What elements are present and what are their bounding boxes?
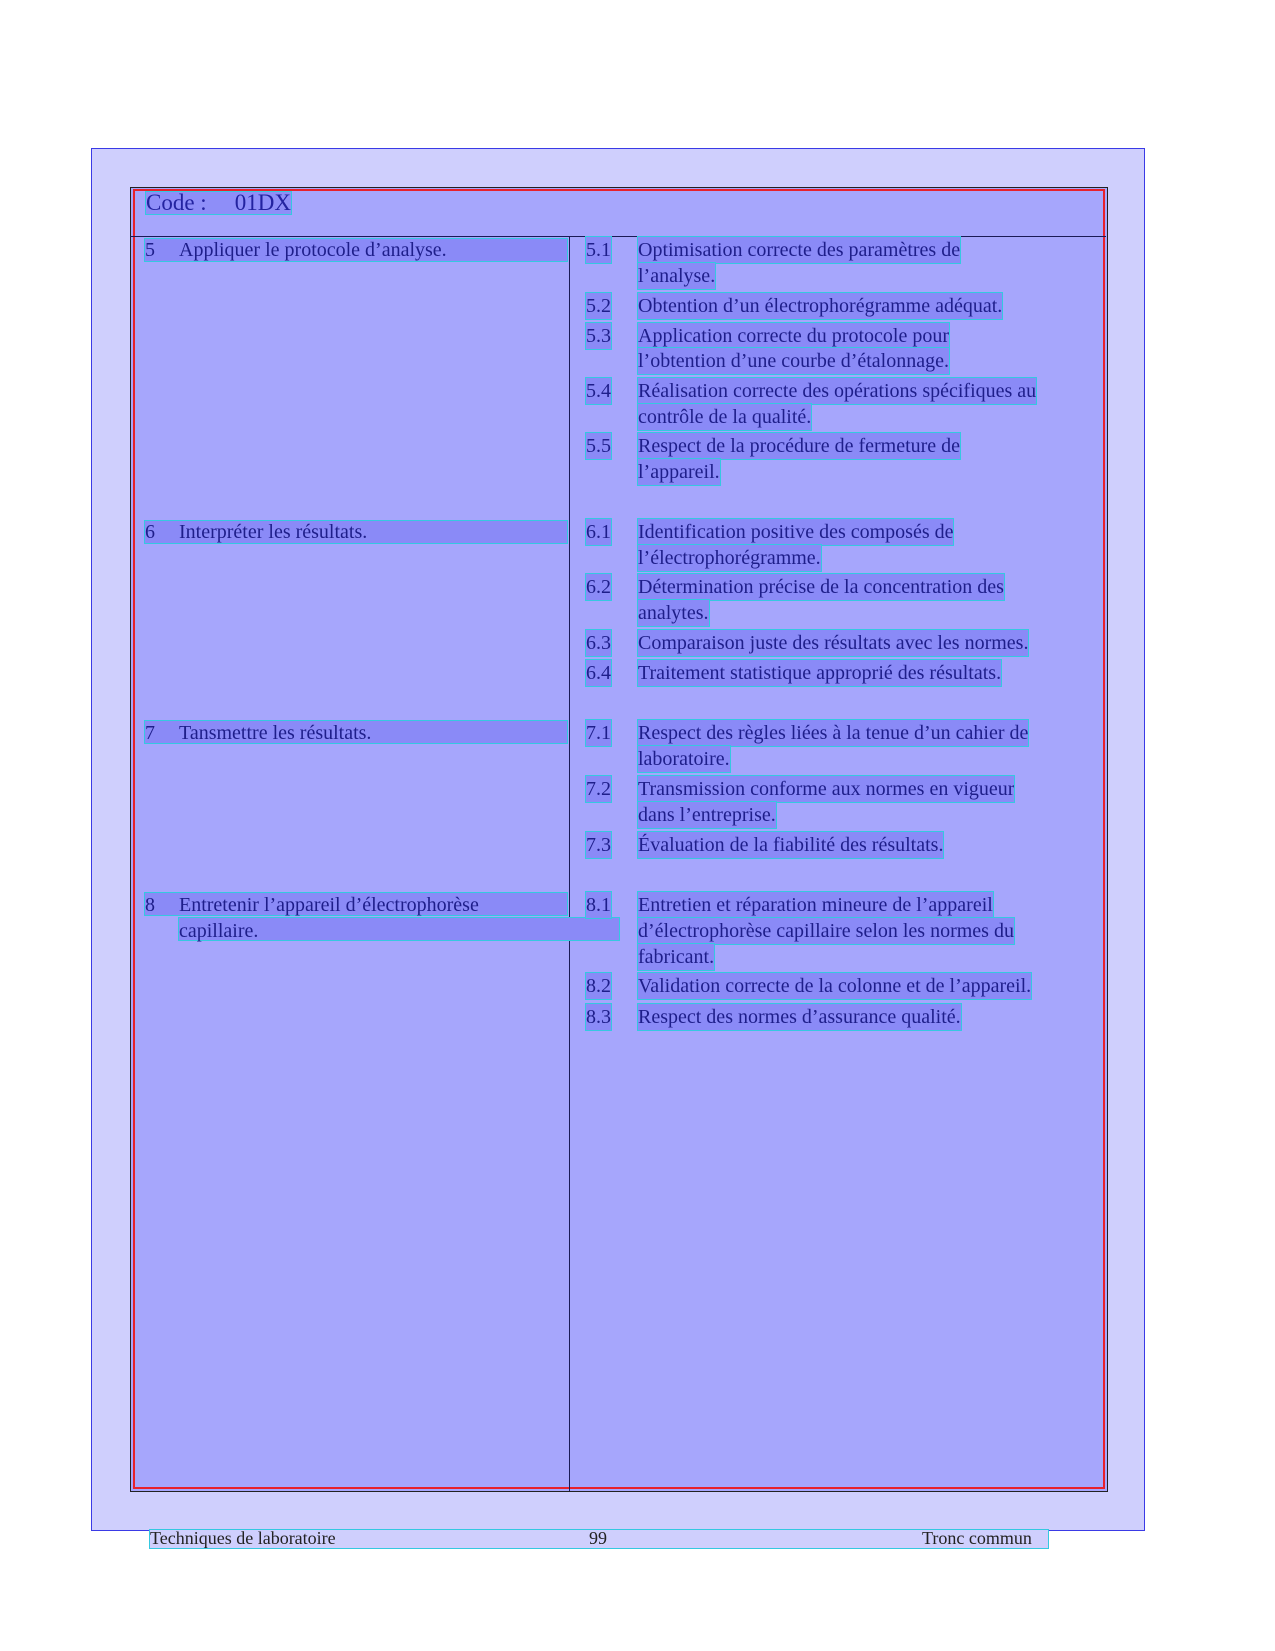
element-number: 7 [145,722,155,744]
element-text: Appliquer le protocole d’analyse. [179,239,447,261]
criterion-number: 6.1 [586,521,611,543]
criterion-text: Détermination précise de la concentration des [638,576,1004,598]
criterion-text: Respect de la procédure de fermeture de [638,435,961,457]
criterion-text: Réalisation correcte des opérations spécifiques au [638,380,1037,402]
footer-program: Techniques de laboratoire [150,1528,336,1548]
footer-track: Tronc commun [922,1528,1032,1548]
criterion-number: 6.2 [586,576,611,598]
code-label: Code : [146,190,207,215]
column-divider [569,237,570,1491]
element-number: 5 [145,239,155,261]
element-number: 6 [145,521,155,543]
criterion-number: 5.1 [586,239,611,261]
criterion-text: fabricant. [638,946,715,968]
criterion-number: 5.2 [586,295,611,317]
criterion-text: l’électrophorégramme. [638,547,821,569]
criterion-text: Obtention d’un électrophorégramme adéquat. [638,295,1003,317]
criterion-text: laboratoire. [638,748,730,770]
criterion-text: l’obtention d’une courbe d’étalonnage. [638,350,949,372]
criterion-text: analytes. [638,602,709,624]
criterion-text: Optimisation correcte des paramètres de [638,239,961,261]
criterion-number: 5.5 [586,435,611,457]
criterion-text: dans l’entreprise. [638,804,776,826]
criterion-text: Entretien et réparation mineure de l’appareil [638,894,993,916]
criterion-number: 8.3 [586,1006,611,1028]
criterion-text: Application correcte du protocole pour [638,325,949,347]
criterion-text: Transmission conforme aux normes en vigueur [638,778,1015,800]
element-text: Tansmettre les résultats. [179,722,372,744]
element-text: Interpréter les résultats. [179,521,368,543]
criterion-text: l’appareil. [638,461,720,483]
criterion-text: Validation correcte de la colonne et de l’appareil. [638,975,1032,997]
criterion-text: Comparaison juste des résultats avec les normes. [638,632,1029,654]
criterion-number: 5.4 [586,380,611,402]
criterion-number: 8.2 [586,975,611,997]
criterion-text: Respect des règles liées à la tenue d’un cahier de [638,722,1029,744]
criterion-text: Traitement statistique approprié des résultats. [638,662,1002,684]
element-number: 8 [145,894,155,916]
element-text: Entretenir l’appareil d’électrophorèse [179,894,479,916]
criterion-text: Identification positive des composés de [638,521,954,543]
criterion-text: Évaluation de la fiabilité des résultats. [638,834,944,856]
criterion-number: 5.3 [586,325,611,347]
criterion-number: 7.2 [586,778,611,800]
criterion-number: 6.3 [586,632,611,654]
criterion-number: 7.1 [586,722,611,744]
criterion-text: d’électrophorèse capillaire selon les normes du [638,920,1014,942]
criterion-text: contrôle de la qualité. [638,406,812,428]
criterion-text: Respect des normes d’assurance qualité. [638,1006,961,1028]
element-text: capillaire. [179,920,259,942]
criterion-number: 8.1 [586,894,611,916]
criterion-number: 6.4 [586,662,611,684]
code-value: 01DX [234,190,291,215]
code-header [146,192,291,214]
criterion-text: l’analyse. [638,265,716,287]
criterion-number: 7.3 [586,834,611,856]
footer-page-number: 99 [589,1528,607,1548]
